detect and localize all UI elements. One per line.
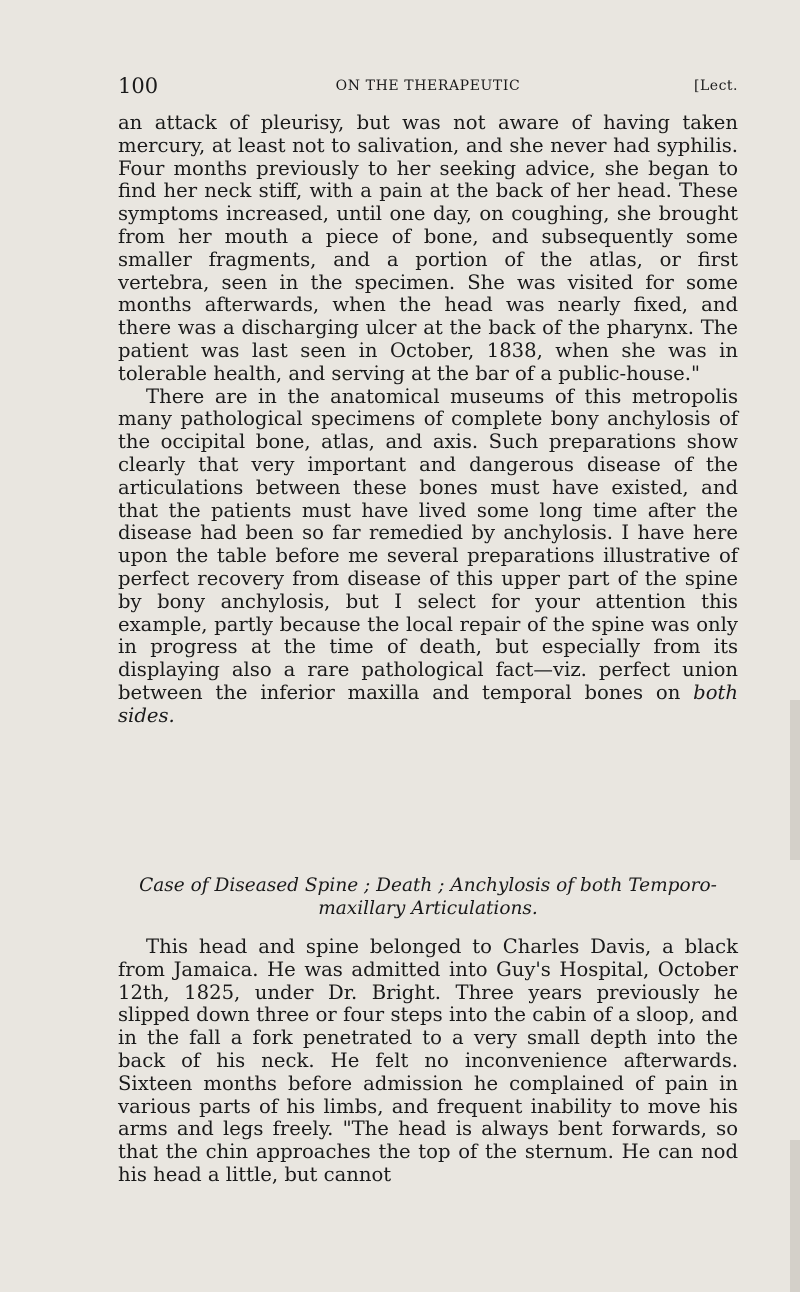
- paragraph-2-text: There are in the anatomical museums of this metropolis many pathological specimens of complete bony anchylosis of the occipital bone, atlas, and axis. Such preparations show clearly that very important and dangerous disease of the articulations between these bones must have existed, and that the patients must have lived some long time after the disease had been so far remedied by anchylosis. I have here upon the table before me several preparations illustrative of perfect recovery from disease of this upper part of the spine by bony anchylosis, but I select for your attention this example, partly because the local repair of the spine was only in progress at the time of death, but especially from its displaying also a rare pathological fact—viz. perfect union between the inferior maxilla and temporal bones on: [118, 384, 738, 704]
- page-edge-shadow: [790, 1140, 800, 1292]
- body-text-top: [118, 112, 738, 728]
- paragraph-2: [118, 386, 738, 728]
- body-text-bottom: [118, 936, 738, 1187]
- running-title: ON THE THERAPEUTIC: [335, 78, 521, 94]
- case-heading-line-2: maxillary Articulations.: [318, 898, 538, 919]
- page-number: 100: [118, 74, 159, 98]
- case-heading: [118, 874, 738, 920]
- case-heading-line-1: Case of Diseased Spine ; Death ; Anchylosis of both Temporo-: [139, 875, 717, 896]
- paragraph-3: This head and spine belonged to Charles Davis, a black from Jamaica. He was admitted into Guy's Hospital, October 12th, 1825, under Dr. Bright. Three years previously he slipped down three or four steps into the cabin of a sloop, and in the fall a fork penetrated to a very small depth into the back of his neck. He felt no inconvenience afterwards. Sixteen months before admission he complained of pain in various parts of his limbs, and frequent inability to move his arms and legs freely. "The head is always bent forwards, so that the chin approaches the top of the sternum. He can nod his head a little, but cannot: [118, 935, 738, 1186]
- page-header: [118, 74, 738, 102]
- section-mark: [Lect.: [694, 78, 738, 94]
- page-edge-shadow: [790, 700, 800, 860]
- paragraph-1: an attack of pleurisy, but was not aware of having taken mercury, at least not to salivation, and she never had syphilis. Four months previously to her seeking advice, she began to find her neck stiff, with a pain at the back of her head. These symptoms increased, until one day, on coughing, she brought from her mouth a piece of bone, and subsequently some smaller fragments, and a portion of the atlas, or first vertebra, seen in the specimen. She was visited for some months afterwards, when the head was nearly fixed, and there was a discharging ulcer at the back of the pharynx. The patient was last seen in October, 1838, when she was in tolerable health, and serving at the bar of a public-house.": [118, 111, 738, 385]
- paragraph-2-italic: both sides.: [118, 680, 738, 727]
